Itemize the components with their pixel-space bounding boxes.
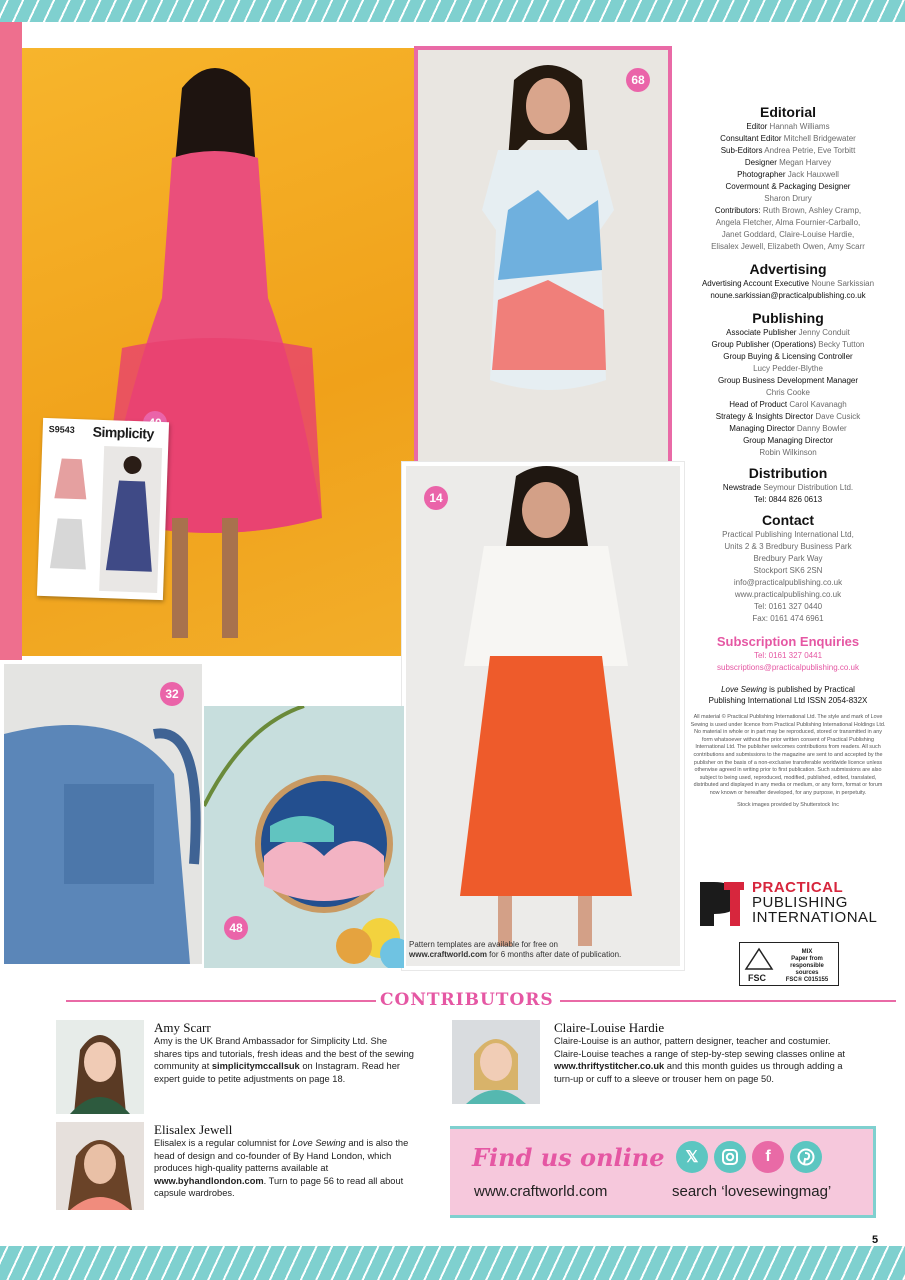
claire-louise-portrait — [452, 1020, 540, 1104]
credit-role: Consultant Editor — [720, 134, 782, 143]
fsc-line: FSC® C015155 — [785, 977, 829, 983]
credit-role: Strategy & Insights Director — [715, 412, 814, 421]
pattern-illustrations — [37, 418, 169, 600]
credit-role: Editor — [746, 122, 768, 131]
avatar — [56, 1020, 144, 1114]
credit-line — [688, 181, 888, 193]
contact-line: Bredbury Park Way — [753, 554, 823, 563]
publisher-logo — [700, 878, 880, 930]
print-dress-illustration — [418, 50, 668, 462]
denim-bag-photo — [0, 660, 206, 968]
bio-text: Claire-Louise is an author, pattern designer, teacher and costumier. Claire-Louise teaches a range of step-by-step sewing classes online at — [554, 1036, 845, 1059]
avatar — [56, 1122, 144, 1210]
credit-role: Group Buying & Licensing Controller — [723, 352, 853, 361]
subscription-email-link[interactable]: subscriptions@practicalpublishing.co.uk — [717, 663, 859, 672]
page-badge-14: 14 — [424, 486, 448, 510]
credit-name: Robin Wilkinson — [759, 448, 817, 457]
credit-name: Seymour Distribution Ltd. — [763, 483, 854, 492]
publisher-note-text: is published by Practical — [766, 685, 855, 694]
credit-line — [688, 169, 888, 181]
credit-role: Covermount & Packaging Designer — [725, 182, 851, 191]
x-icon[interactable]: 𝕏 — [676, 1141, 708, 1173]
credit-name: Carol Kavanagh — [789, 400, 847, 409]
legal-notice — [690, 714, 886, 809]
contact-line: Fax: 0161 474 6961 — [752, 614, 824, 623]
credit-name: Noune Sarkissian — [811, 279, 875, 288]
credit-role: Associate Publisher — [726, 328, 797, 337]
credit-name: Mitchell Bridgewater — [783, 134, 856, 143]
fsc-text — [778, 949, 836, 984]
credit-role: Managing Director — [729, 424, 795, 433]
credit-line — [688, 229, 888, 241]
pinterest-icon[interactable] — [790, 1141, 822, 1173]
credit-line — [688, 121, 888, 133]
credit-name: Sharon Drury — [764, 194, 812, 203]
credit-line — [688, 241, 888, 253]
facebook-icon[interactable]: f — [752, 1141, 784, 1173]
caption-suffix: for 6 months after date of publication. — [486, 950, 622, 959]
masthead — [688, 104, 888, 706]
logo-line-2: PUBLISHING — [752, 894, 848, 911]
print-dress-photo — [414, 46, 672, 466]
credit-name: Danny Bowler — [796, 424, 847, 433]
instagram-icon[interactable] — [714, 1141, 746, 1173]
legal-text: All material © Practical Publishing International Ltd. The style and mark of Love Sewing is used under licence from Practical Publishing International Holdings Ltd. No material in whole or in part may be reproduced, stored or transmitted in any form whatsoever without the prior written consent of Practical Publishing International Ltd. The publisher welcomes contributions from readers. All such contributions and submissions to the magazine are sent to and accepted by the publisher on the basis of a non-exclusive transferable worldwide licence unless otherwise agreed in writing prior to first publication. Such submissions are also subject to being used, reproduced, modified, published, edited, translated, distributed and displayed in any media or medium, or any form, format or forum now known or hereafter developed, for any purpose, in perpetuity. — [690, 714, 886, 796]
credit-name: Dave Cusick — [815, 412, 861, 421]
credit-line — [688, 375, 888, 387]
bio-text: . Turn to page 56 to read all about capsule wardrobes. — [154, 1175, 404, 1198]
contact-section — [688, 512, 888, 625]
contributors-divider-right — [560, 1000, 896, 1002]
credit-line — [688, 157, 888, 169]
contributors-divider-left — [66, 1000, 376, 1002]
credit-name: Jack Hauxwell — [787, 170, 839, 179]
contributor-bio — [554, 1035, 854, 1085]
credit-line — [688, 423, 888, 435]
fsc-mark-text: FSC — [748, 973, 766, 983]
find-us-heading: Find us online — [472, 1143, 665, 1172]
contact-line: Practical Publishing International Ltd, — [722, 530, 854, 539]
pattern-brand-logo: Simplicity — [92, 423, 155, 442]
contributor-name: Elisalex Jewell — [154, 1122, 233, 1137]
credit-line — [688, 494, 888, 506]
find-us-online-panel — [450, 1126, 876, 1218]
contributor-elisalex — [56, 1122, 416, 1212]
credit-role: Advertising Account Executive — [701, 279, 810, 288]
credit-role: Sub-Editors — [720, 146, 763, 155]
credit-line — [688, 205, 888, 217]
credit-line — [688, 435, 888, 447]
contact-line: Stockport SK6 2SN — [753, 566, 823, 575]
publisher-note-title: Love Sewing — [721, 685, 767, 694]
bio-text: and this month guides us through adding a turn-up or cuff to a sleeve or trouser hem on page 50. — [554, 1061, 843, 1084]
logo-line-1: PRACTICAL — [752, 879, 844, 896]
subscription-heading: Subscription Enquiries — [716, 634, 860, 649]
credit-name: Elisalex Jewell, Elizabeth Owen, Amy Scarr — [711, 242, 865, 251]
top-stripe-border — [0, 0, 905, 22]
credit-role: Contributors: — [714, 206, 761, 215]
contributor-name: Claire-Louise Hardie — [554, 1020, 665, 1035]
credit-line — [688, 482, 888, 494]
credit-line — [688, 290, 888, 302]
credit-name: Janet Goddard, Claire-Louise Hardie, — [721, 230, 855, 239]
publishing-heading: Publishing — [752, 310, 824, 326]
credit-name: Angela Fletcher, Alma Fournier-Carballo, — [715, 218, 861, 227]
pi-logo-icon — [700, 878, 750, 928]
bio-text: and is also the head of design and co-founder of By Hand London, which produces high-quality patterns available at — [154, 1138, 409, 1173]
caption-link[interactable]: www.craftworld.com — [409, 950, 487, 959]
advertising-heading: Advertising — [749, 261, 827, 277]
subscription-line: Tel: 0161 327 0441 — [753, 651, 823, 660]
contributors-heading: CONTRIBUTORS — [380, 990, 554, 1010]
credit-role: Photographer — [737, 170, 786, 179]
credit-line — [688, 278, 888, 290]
contributor-name: Amy Scarr — [154, 1020, 211, 1035]
contributor-bio — [154, 1137, 414, 1200]
bio-text: Amy is the UK Brand Ambassador for Simplicity Ltd. She shares tips and tutorials, fresh ideas and the best of the sewing community at — [154, 1036, 414, 1071]
elisalex-portrait — [56, 1122, 144, 1210]
credit-role: Head of Product — [729, 400, 788, 409]
fsc-line: MIX — [801, 949, 813, 955]
bio-link[interactable]: www.thriftystitcher.co.uk — [554, 1061, 665, 1071]
credit-name: Andrea Petrie, Eve Torbitt — [764, 146, 856, 155]
template-caption — [409, 940, 679, 960]
editorial-heading: Editorial — [759, 104, 816, 120]
bio-italic: Love Sewing — [292, 1138, 346, 1148]
credit-line — [688, 145, 888, 157]
pattern-number: S9543 — [48, 424, 75, 435]
page-number: 5 — [872, 1234, 879, 1246]
fsc-line: Paper from — [791, 956, 823, 962]
credit-line — [688, 387, 888, 399]
amy-portrait — [56, 1020, 144, 1114]
fsc-line: responsible sources — [790, 963, 824, 976]
credit-line — [688, 399, 888, 411]
pinterest-glyph — [797, 1148, 815, 1166]
credit-name: Megan Harvey — [779, 158, 832, 167]
subscription-section — [688, 633, 888, 674]
skirt-outfit-illustration — [406, 466, 680, 966]
credit-role: Group Publisher (Operations) — [711, 340, 816, 349]
credit-line — [688, 339, 888, 351]
logo-line-3: INTERNATIONAL — [752, 909, 878, 926]
credit-line — [688, 133, 888, 145]
pattern-envelope-card — [37, 418, 169, 600]
credit-name: Chris Cooke — [765, 388, 810, 397]
publisher-note — [688, 684, 888, 706]
bio-link[interactable]: www.byhandlondon.com — [154, 1175, 264, 1186]
credit-role: Group Managing Director — [743, 436, 833, 445]
bottom-stripe-border — [0, 1246, 905, 1280]
page-badge-68: 68 — [626, 68, 650, 92]
social-icons — [676, 1141, 822, 1173]
advertising-section — [688, 261, 888, 302]
bio-text: Elisalex is a regular columnist for — [154, 1138, 293, 1148]
credit-name: Lucy Pedder-Blythe — [753, 364, 823, 373]
credit-name: Jenny Conduit — [798, 328, 850, 337]
contact-line: Tel: 0161 327 0440 — [753, 602, 823, 611]
page-badge-48: 48 — [224, 916, 248, 940]
stock-credit: Stock images provided by Shutterstock Inc — [737, 801, 839, 808]
fsc-badge — [739, 942, 839, 986]
credit-line — [688, 411, 888, 423]
fsc-tree-icon — [742, 945, 776, 985]
credit-name: Ruth Brown, Ashley Cramp, — [762, 206, 862, 215]
pink-edge-panel — [0, 22, 22, 662]
orange-skirt-photo — [402, 462, 684, 970]
publishing-section — [688, 310, 888, 459]
contributor-amy — [56, 1020, 416, 1116]
caption-line: Pattern templates are available for free on — [409, 940, 558, 949]
credit-line — [688, 351, 888, 363]
publisher-logo-text — [752, 880, 877, 925]
credit-role: Tel: 0844 826 0613 — [753, 495, 823, 504]
credit-role: Newstrade — [722, 483, 762, 492]
credit-line — [688, 327, 888, 339]
bio-link[interactable]: simplicitymccallsuk — [211, 1061, 300, 1071]
credit-role: Group Business Development Manager — [717, 376, 859, 385]
bio-text: on Instagram. Read her expert guide to petite adjustments on page 18. — [154, 1061, 400, 1084]
denim-bag-illustration — [4, 664, 202, 964]
distribution-heading: Distribution — [748, 465, 828, 481]
publisher-note-issn: Publishing International Ltd ISSN 2054-832X — [708, 696, 868, 705]
contributor-claire-louise — [452, 1020, 872, 1106]
page-badge-32: 32 — [160, 682, 184, 706]
contact-website-link[interactable]: www.practicalpublishing.co.uk — [734, 590, 842, 599]
advertising-email-link[interactable]: noune.sarkissian@practicalpublishing.co.uk — [710, 291, 866, 300]
credit-role: Designer — [744, 158, 777, 167]
contact-email-link[interactable]: info@practicalpublishing.co.uk — [733, 578, 843, 587]
credit-name: Hannah Williams — [769, 122, 830, 131]
contributor-bio — [154, 1035, 414, 1085]
credit-line — [688, 447, 888, 459]
embroidery-hoop-photo — [204, 706, 404, 968]
contact-heading: Contact — [761, 512, 815, 528]
distribution-section — [688, 465, 888, 506]
avatar — [452, 1020, 540, 1104]
editorial-section — [688, 104, 888, 253]
contact-line: Units 2 & 3 Bredbury Business Park — [724, 542, 852, 551]
credit-line — [688, 217, 888, 229]
instagram-glyph — [722, 1149, 738, 1165]
credit-line — [688, 363, 888, 375]
credit-name: Becky Tutton — [818, 340, 865, 349]
credit-line — [688, 193, 888, 205]
social-search-handle: search ‘lovesewingmag’ — [672, 1183, 832, 1200]
craftworld-link[interactable]: www.craftworld.com — [474, 1183, 608, 1200]
